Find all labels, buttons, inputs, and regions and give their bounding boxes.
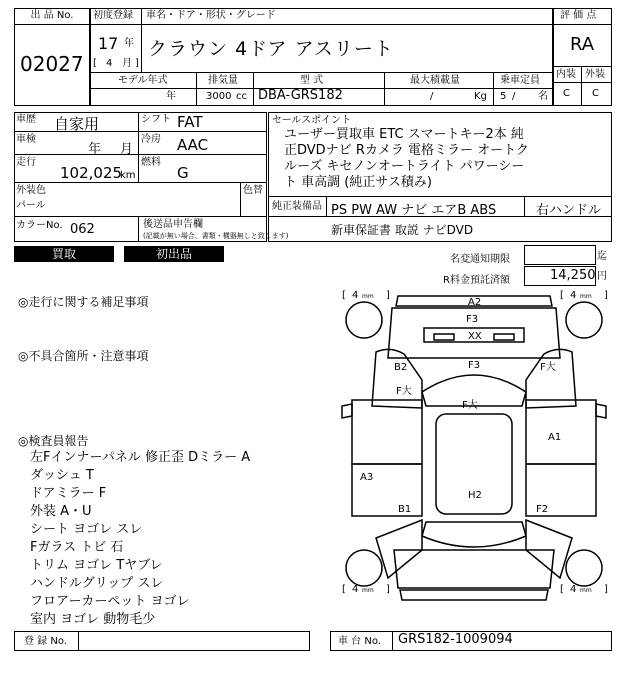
fuel-label: 燃料 [141, 157, 161, 168]
divider [14, 182, 266, 183]
rear-bumper [400, 590, 548, 600]
defect-notes-title: ◎不具合箇所・注意事項 [18, 349, 149, 363]
tire-fr-depth: 4 [570, 290, 577, 301]
inspection-month-unit: 月 [120, 142, 134, 157]
mark-left-rear-door: A3 [360, 472, 374, 483]
lot-number: 02027 [20, 52, 84, 76]
interior-label: 内装 [556, 69, 576, 80]
divider [581, 66, 582, 105]
running-notes-title: ◎走行に関する補足事項 [18, 295, 149, 309]
tire-fr-unit: mm [580, 293, 592, 300]
inspection-year-unit: 年 [88, 142, 102, 157]
divider [384, 72, 385, 105]
tire-front-left [346, 302, 382, 338]
mark-left-rear: B1 [398, 504, 412, 515]
tire-rr-unit: mm [580, 587, 592, 594]
rear-window [422, 522, 526, 547]
genuine-equipment: PS PW AW ナビ エアB ABS [331, 203, 497, 218]
sales-line-3: ルーズ キセノンオートライト パワーシー [284, 159, 525, 174]
car-name-label: 車名・ドア・形状・グレード [146, 10, 276, 21]
divider [141, 8, 142, 72]
mark-front-bumper: A2 [468, 297, 482, 308]
handle-side: 右ハンドル [536, 203, 602, 218]
ext-color-value: パール [16, 200, 46, 211]
svg-text:]: ] [604, 290, 608, 301]
tire-fl-label: [ [342, 290, 346, 301]
divider [326, 196, 327, 217]
divider [138, 112, 139, 182]
tire-front-right [566, 302, 602, 338]
chassis-number: GRS182-1009094 [398, 632, 513, 647]
mark-grille: XX [468, 331, 482, 342]
interior-grade: C [563, 88, 570, 99]
aftermarket-label: 後送品申告欄 [143, 219, 203, 230]
divider [268, 196, 611, 197]
inspector-line: 室内 ヨゴレ 動物毛少 [30, 612, 156, 627]
notice-unit: 迄 [597, 251, 607, 262]
svg-text:]: ] [386, 290, 390, 301]
divider [14, 131, 266, 132]
inspector-line: ダッシュ T [30, 468, 94, 483]
warranty-docs: 新車保証書 取説 ナビDVD [331, 223, 474, 237]
recycle-value: 14,250 [550, 268, 596, 283]
divider [89, 72, 552, 73]
inspector-line: ハンドルグリップ スレ [30, 576, 164, 591]
year-unit: 年 [124, 38, 134, 49]
exterior-grade: C [592, 88, 599, 99]
first-listing-badge: 初出品 [124, 246, 224, 262]
color-no-label: カラーNo. [16, 220, 63, 231]
model-year-unit: 年 [166, 91, 176, 102]
history-label: 車歴 [16, 114, 36, 125]
ac-value: AAC [177, 136, 209, 154]
lot-label: 出 品 No. [30, 10, 74, 21]
trunk [394, 550, 554, 588]
first-reg-label: 初度登録 [93, 10, 133, 21]
svg-text:[: [ [560, 584, 564, 595]
capacity-unit: 名 [538, 91, 548, 102]
inspector-line: フロアーカーペット ヨゴレ [30, 594, 190, 609]
inspector-line: ドアミラー F [30, 486, 107, 501]
mark-windshield-f: F大 [462, 400, 478, 411]
tire-rr-depth: 4 [570, 584, 577, 595]
sales-label: セールスポイント [272, 115, 352, 126]
buy-badge: 買取 [14, 246, 114, 262]
divider [78, 631, 79, 650]
left-front-door [352, 400, 422, 464]
tire-rear-left [346, 550, 382, 586]
divider [14, 24, 90, 25]
capacity-label: 乗車定員 [500, 75, 540, 86]
svg-text:]: ] [604, 584, 608, 595]
capacity: 5 [500, 91, 507, 102]
inspector-line: シート ヨゴレ スレ [30, 522, 143, 537]
month-unit: 月 [122, 58, 132, 69]
tire-rear-right [566, 550, 602, 586]
divider [240, 182, 241, 217]
inspector-line: 左Fインナーパネル 修正歪 Dミラー A [30, 450, 251, 465]
grade-box [552, 8, 612, 106]
tire-fl-depth: 4 [352, 290, 359, 301]
color-change-label: 色替 [243, 185, 263, 196]
reg-no-label: 登 録 No. [24, 636, 67, 647]
mark-windshield: F3 [468, 360, 481, 371]
first-reg-year: 17 [98, 34, 119, 53]
svg-text:[: [ [560, 290, 564, 301]
divider [14, 216, 266, 217]
type-label: 型 式 [300, 75, 324, 86]
mileage-value: 102,025 [60, 164, 123, 182]
divider [14, 154, 266, 155]
svg-text:]: ] [386, 584, 390, 595]
inspector-line: トリム ヨゴレ Tヤブレ [30, 558, 163, 573]
ac-label: 冷房 [141, 134, 161, 145]
divider [196, 72, 197, 105]
ext-color-label: 外装色 [16, 185, 46, 196]
exterior-label: 外装 [585, 69, 605, 80]
kg-unit: Kg [474, 91, 487, 102]
displacement-label: 排気量 [208, 75, 238, 86]
divider [552, 24, 611, 25]
mark-hood: F3 [466, 314, 479, 325]
cc-unit: cc [236, 91, 247, 102]
mark-left-front-fender: B2 [394, 362, 408, 373]
chassis-label: 車 台 No. [338, 636, 381, 647]
km-unit: km [120, 170, 136, 181]
shift-label: シフト [141, 114, 171, 125]
mark-right-fender-f: F大 [540, 362, 556, 373]
grade-label: 評 価 点 [560, 10, 597, 21]
divider [493, 72, 494, 105]
fuel-value: G [177, 164, 189, 182]
aftermarket-note: (記載が無い場合、書類・機器無しと致します) [143, 232, 289, 240]
mileage-label: 走行 [16, 157, 36, 168]
grade-value: RA [570, 34, 595, 55]
displacement: 3000 [206, 91, 232, 102]
mark-left-fender-f: F大 [396, 386, 412, 397]
genuine-label: 純正装備品 [272, 201, 322, 212]
tire-fl-unit: mm [362, 293, 374, 300]
recycle-label: R料金預託済額 [443, 275, 510, 286]
car-condition-diagram [338, 288, 610, 610]
capacity-slash: / [512, 91, 516, 102]
tire-rl-depth: 4 [352, 584, 359, 595]
model-year-label: モデル年式 [118, 75, 168, 86]
notice-label: 名変通知期限 [450, 254, 510, 265]
inspector-line: 外装 A・U [30, 504, 92, 519]
mark-right-rear: F2 [536, 504, 549, 515]
divider [392, 631, 393, 650]
color-no-value: 062 [70, 222, 95, 237]
svg-text:[: [ [342, 584, 346, 595]
divider [524, 196, 525, 217]
inspector-line: Fガラス トビ 石 [30, 540, 124, 555]
shift-value: FAT [177, 113, 203, 131]
sales-line-4: ト 車高調 (純正サス積み) [284, 175, 432, 190]
recycle-unit: 円 [597, 271, 607, 282]
sales-line-1: ユーザー買取車 ETC スマートキー2本 純 [284, 127, 524, 142]
first-reg-month: 4 [106, 58, 113, 69]
inspector-title: ◎検査員報告 [18, 434, 89, 448]
right-rear-quarter [526, 520, 572, 578]
mark-right-front-door: A1 [548, 432, 562, 443]
left-rear-quarter [376, 520, 422, 578]
max-load-slash: / [430, 91, 434, 102]
mark-roof: H2 [468, 490, 482, 501]
max-load-label: 最大積載量 [410, 75, 460, 86]
sales-line-2: 正DVDナビ Rカメラ 電格ミラー オートク [284, 143, 529, 158]
tire-rl-unit: mm [362, 587, 374, 594]
divider [89, 24, 552, 25]
history-value: 自家用 [54, 115, 100, 133]
notice-box [524, 245, 596, 265]
divider [138, 216, 139, 241]
model-type: DBA-GRS182 [258, 88, 343, 103]
divider [253, 72, 254, 105]
inspection-label: 車検 [16, 134, 36, 145]
car-name: クラウン 4ドア アスリート [148, 38, 394, 60]
